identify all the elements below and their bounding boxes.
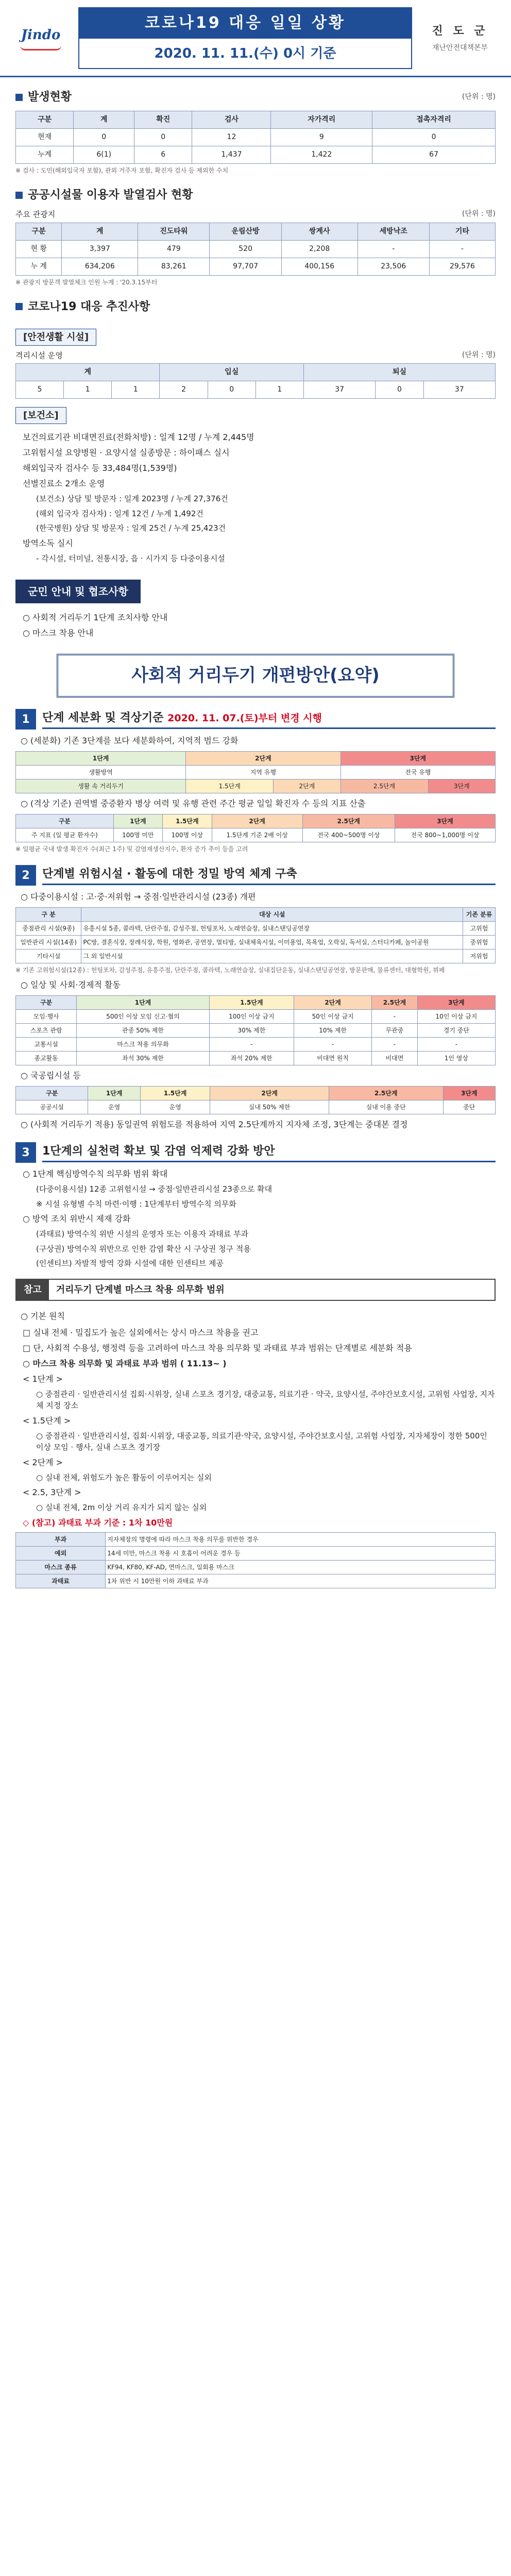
table-cell: 0 bbox=[376, 381, 423, 399]
reference-text: 거리두기 단계별 마스크 착용 의무화 범위 bbox=[56, 1284, 225, 1295]
step-1-date: 2020. 11. 07.(토)부터 변경 시행 bbox=[167, 713, 322, 724]
facility-header: 운림산방 bbox=[210, 223, 281, 240]
step-2-header bbox=[15, 865, 496, 886]
table-cell: 누 계 bbox=[16, 258, 62, 275]
list-item: (과태료) 방역수칙 위반 시설의 운영자 또는 이용자 과태료 부과 bbox=[36, 1229, 249, 1239]
facility-header: 세방낙조 bbox=[357, 223, 429, 240]
table-cell: 중위험 bbox=[463, 936, 496, 950]
list-item: < 2.5, 3단계 > bbox=[23, 1487, 81, 1497]
list-item: ○ 1단계 핵심방역수칙 의무화 범위 확대 bbox=[23, 1169, 168, 1179]
table-cell: 1,422 bbox=[271, 146, 372, 164]
fine-key: 과태료 bbox=[16, 1574, 106, 1588]
table-cell: 일반관리 시설(14종) bbox=[16, 936, 81, 950]
facility-table bbox=[15, 223, 496, 276]
table-cell: - bbox=[294, 1038, 372, 1052]
list-item: ○ 실내 전체, 2m 이상 거리 유지가 되지 않는 실외 bbox=[36, 1503, 207, 1512]
header bbox=[0, 0, 511, 77]
table-cell: 고위험 bbox=[463, 922, 496, 936]
table-row bbox=[16, 922, 496, 936]
care-sub: 격리시설 운영 bbox=[15, 350, 63, 360]
table-row bbox=[16, 146, 496, 164]
list-item: 방역소독 실시 bbox=[23, 538, 73, 548]
step-number: 3 bbox=[15, 1142, 36, 1163]
table-cell: 2,208 bbox=[281, 240, 357, 258]
list-item: □ 단, 사회적 수용성, 행정력 등을 고려하여 마스크 착용 의무화 및 과태료 부과 범위는 단계별로 세분화 적용 bbox=[23, 1343, 412, 1353]
status-table bbox=[15, 111, 496, 164]
criteria-note: ※ 일평균 국내 발생 확진자 수(최근 1주) 및 감염재생산지수, 환자 증가 추이 등을 고려 bbox=[15, 845, 248, 853]
table-cell: 100명 이상 bbox=[163, 828, 212, 842]
table-cell: 23,506 bbox=[357, 258, 429, 275]
facility-header: 구분 bbox=[16, 223, 62, 240]
status-header: 자가격리 bbox=[271, 111, 372, 129]
table-cell: 1 bbox=[112, 381, 160, 399]
main-content bbox=[0, 89, 511, 1588]
care-table bbox=[15, 363, 496, 399]
health-center-label: [보건소] bbox=[15, 407, 66, 424]
care-unit: (단위 : 명) bbox=[462, 350, 496, 359]
list-item: (인센티브) 자발적 방역 강화 시설에 대한 인센티브 제공 bbox=[36, 1259, 224, 1268]
table-row bbox=[16, 950, 496, 963]
table-cell: 공공시설 bbox=[16, 1100, 88, 1114]
table-cell: 100명 미만 bbox=[113, 828, 163, 842]
table-cell: 비대면 bbox=[372, 1052, 418, 1065]
response-list bbox=[15, 431, 496, 564]
fine-key: 마스크 종류 bbox=[16, 1560, 106, 1574]
status-unit: (단위 : 명) bbox=[462, 93, 496, 101]
status-section-title bbox=[15, 89, 496, 106]
table-row bbox=[16, 1024, 496, 1038]
list-item: (한국병원) 상담 및 방문자 : 일계 25건 / 누계 25,423건 bbox=[36, 523, 226, 533]
status-header: 계 bbox=[74, 111, 134, 129]
table-cell: 그 외 일반시설 bbox=[81, 950, 463, 963]
response-title: 코로나19 대응 추진사항 bbox=[28, 300, 150, 313]
table-row bbox=[16, 1546, 496, 1560]
list-item: - 각시설, 터미널, 전통시장, 읍 · 시가지 등 다중이용시설 bbox=[36, 553, 225, 563]
status-header: 접촉자격리 bbox=[372, 111, 496, 129]
table-cell: 생활방역 bbox=[16, 766, 186, 779]
square-bullet-icon bbox=[15, 192, 23, 199]
list-item: (구상권) 방역수칙 위반으로 인한 감염 확산 시 구상권 청구 적용 bbox=[36, 1244, 251, 1253]
care-subheader bbox=[15, 350, 496, 362]
org-name: 진 도 군 bbox=[432, 24, 488, 38]
activity-header: 2단계 bbox=[294, 996, 372, 1010]
list-item: ※ 시설 유형별 수칙 마련·이행 : 1단계부터 방역수칙 의무화 bbox=[36, 1199, 236, 1209]
activity-header: 2.5단계 bbox=[372, 996, 418, 1010]
table-cell: 생활 속 거리두기 bbox=[16, 779, 186, 793]
table-cell: 좌석 20% 제한 bbox=[209, 1052, 294, 1065]
step-number: 1 bbox=[15, 709, 36, 730]
square-bullet-icon bbox=[15, 94, 23, 101]
table-cell: 전국 유행 bbox=[340, 766, 495, 779]
table-row bbox=[16, 1574, 496, 1588]
care-header: 입실 bbox=[160, 364, 303, 381]
mask-rules-list bbox=[15, 1327, 496, 1529]
table-cell: 경기 중단 bbox=[417, 1024, 495, 1038]
table-cell: 비대면 원칙 bbox=[294, 1052, 372, 1065]
public-header: 2단계 bbox=[210, 1087, 329, 1100]
table-cell: 운영 bbox=[140, 1100, 210, 1114]
table-cell: 50인 이상 금지 bbox=[294, 1010, 372, 1024]
table-cell: 중단 bbox=[443, 1100, 495, 1114]
response-section-title bbox=[15, 298, 496, 315]
list-item: 보건의료기관 비대면진료(전화처방) : 일계 12명 / 누계 2,445명 bbox=[23, 432, 254, 442]
table-cell: 모임·행사 bbox=[16, 1010, 77, 1024]
table-cell: 30% 제한 bbox=[209, 1024, 294, 1038]
table-cell: 무관중 bbox=[372, 1024, 418, 1038]
social-distancing-title: 사회적 거리두기 개편방안(요약) bbox=[57, 654, 454, 698]
table-cell: 실내 50% 제한 bbox=[210, 1100, 329, 1114]
list-item: (보건소) 상담 및 방문자 : 일계 2023명 / 누계 27,376건 bbox=[36, 494, 228, 503]
table-cell: 400,156 bbox=[281, 258, 357, 275]
table-row bbox=[16, 381, 496, 399]
criteria-header: 2단계 bbox=[212, 815, 302, 828]
step-3-title: 1단계의 실천력 확보 및 감염 억제력 강화 방안 bbox=[42, 1143, 496, 1162]
step-1-para: ○ (격상 기준) 권역별 중증환자 병상 여력 및 유행 관련 주간 평균 일일 확진자 수 등의 지표 산출 bbox=[21, 799, 366, 808]
status-header: 확진 bbox=[134, 111, 192, 129]
citizen-guide-banner: 군민 안내 및 협조사항 bbox=[15, 580, 141, 603]
table-cell: 유흥시설 5종, 콜라텍, 단란주점, 감성주점, 헌팅포차, 노래연습장, 실내스탠딩공연장 bbox=[81, 922, 463, 936]
list-item: ◇ (참고) 과태료 부과 기준 : 1차 10만원 bbox=[23, 1517, 173, 1528]
criteria-header: 3단계 bbox=[395, 815, 495, 828]
table-row bbox=[16, 1560, 496, 1574]
facility-section-title bbox=[15, 187, 496, 204]
level-header: 2단계 bbox=[186, 752, 340, 766]
step-2-para: ○ 다중이용시설 : 고·중·저위험 → 중점·일반관리시설 (23종) 개편 bbox=[21, 892, 256, 902]
table-cell: 67 bbox=[372, 146, 496, 164]
table-cell: 83,261 bbox=[138, 258, 210, 275]
citizen-guide-list bbox=[15, 612, 496, 639]
table-cell: 2단계 bbox=[274, 779, 340, 793]
public-header: 1.5단계 bbox=[140, 1087, 210, 1100]
table-cell: 현재 bbox=[16, 129, 74, 146]
table-cell: - bbox=[429, 240, 495, 258]
step-3-header bbox=[15, 1142, 496, 1163]
table-row bbox=[16, 936, 496, 950]
facility-header: 기타 bbox=[429, 223, 495, 240]
table-row bbox=[16, 1532, 496, 1546]
report-date: 2020. 11. 11.(수) 0시 기준 bbox=[78, 39, 412, 69]
public-facility-para: ○ (사회적 거리두기 적용) 동일권역 위험도를 적용하여 지역 2.5단계까지 지자체 조정, 3단계는 중대본 결정 bbox=[21, 1120, 408, 1129]
table-row bbox=[16, 258, 496, 275]
table-cell: 2 bbox=[160, 381, 208, 399]
status-header: 검사 bbox=[192, 111, 271, 129]
table-cell: 479 bbox=[138, 240, 210, 258]
public-header: 3단계 bbox=[443, 1087, 495, 1100]
table-cell: 6 bbox=[134, 146, 192, 164]
public-facility-title: ○ 국공립시설 등 bbox=[21, 1071, 81, 1080]
table-cell: 누계 bbox=[16, 146, 74, 164]
facility-header: 진도타워 bbox=[138, 223, 210, 240]
table-cell: 1,437 bbox=[192, 146, 271, 164]
care-label: [안전생활 시설] bbox=[15, 329, 96, 346]
step-1-header bbox=[15, 709, 496, 730]
activity-header: 구분 bbox=[16, 996, 77, 1010]
table-cell: 관중 50% 제한 bbox=[77, 1024, 209, 1038]
level-header: 3단계 bbox=[340, 752, 495, 766]
list-item: ○ 마스크 착용 의무화 및 과태료 부과 범위 ( 11.13~ ) bbox=[23, 1358, 227, 1368]
table-cell: KF94, KF80, KF-AD, 면마스크, 일회용 마스크 bbox=[106, 1560, 496, 1574]
table-cell: 지자체장의 명령에 따라 마스크 착용 의무를 위반한 경우 bbox=[106, 1532, 496, 1546]
table-cell: 저위험 bbox=[463, 950, 496, 963]
facility-header: 쌍계사 bbox=[281, 223, 357, 240]
criteria-table bbox=[15, 814, 496, 842]
table-cell: 0 bbox=[134, 129, 192, 146]
table-cell: 9 bbox=[271, 129, 372, 146]
table-cell: 주 지표 (일 평균 환자수) bbox=[16, 828, 114, 842]
activity-header: 1.5단계 bbox=[209, 996, 294, 1010]
table-cell: 전국 400~500명 이상 bbox=[302, 828, 395, 842]
table-cell: 12 bbox=[192, 129, 271, 146]
criteria-header: 구분 bbox=[16, 815, 114, 828]
table-row bbox=[16, 240, 496, 258]
daily-activity-table bbox=[15, 995, 496, 1065]
class-header: 기존 분류 bbox=[463, 908, 496, 922]
activity-header: 3단계 bbox=[417, 996, 495, 1010]
step-1-title: 단계 세분화 및 격상기준 bbox=[42, 711, 164, 724]
table-cell: 마스크 착용 의무화 bbox=[77, 1038, 209, 1052]
list-item: ○ 중점관리 · 일반관리시설 집회·시위장, 실내 스포츠 경기장, 대중교통, 의료기관 · 약국, 요양시설, 주야간보호시설, 고위험 사업장, 지자체 지정 장소 bbox=[36, 1389, 495, 1410]
table-cell: 97,707 bbox=[210, 258, 281, 275]
table-row bbox=[16, 1100, 496, 1114]
logo-text: Jindo bbox=[21, 27, 61, 43]
table-cell: 520 bbox=[210, 240, 281, 258]
table-cell: 29,576 bbox=[429, 258, 495, 275]
table-cell: 1인 영상 bbox=[417, 1052, 495, 1065]
facility-note: ※ 관광지 방문객 발열체크 인원 누계 : '20.3.15부터 bbox=[15, 278, 158, 286]
table-cell: 종교활동 bbox=[16, 1052, 77, 1065]
facility-sub: 주요 관광지 bbox=[15, 210, 56, 219]
table-cell: 1 bbox=[64, 381, 112, 399]
table-cell: - bbox=[357, 240, 429, 258]
jindo-logo bbox=[12, 20, 69, 56]
list-item: < 2단계 > bbox=[23, 1457, 63, 1467]
table-cell: 기타시설 bbox=[16, 950, 81, 963]
fine-key: 부과 bbox=[16, 1532, 106, 1546]
facility-class-note: ※ 기존 고위험시설(12종) : 헌팅포차, 감성주점, 유흥주점, 단란주점, 콜라텍, 노래연습장, 실내집단운동, 실내스탠딩공연장, 방문판매, 물류센터, 대형학원, 뷔페 bbox=[15, 967, 445, 974]
status-note: ※ 검사 : 도민(해외입국자 포함), 관외 거주자 포함, 확진자 검사 등 제외한 수치 bbox=[15, 167, 229, 174]
square-bullet-icon bbox=[15, 303, 23, 310]
list-item: ○ 사회적 거리두기 1단계 조치사항 안내 bbox=[23, 613, 168, 622]
fine-key: 예외 bbox=[16, 1546, 106, 1560]
facility-subheader bbox=[15, 209, 496, 221]
facility-class-table bbox=[15, 907, 496, 963]
list-item: 선별진료소 2개소 운영 bbox=[23, 479, 105, 488]
table-cell: 좌석 30% 제한 bbox=[77, 1052, 209, 1065]
list-item: □ 실내 전체 · 밀집도가 높은 실외에서는 상시 마스크 착용을 권고 bbox=[23, 1327, 259, 1337]
fine-table bbox=[15, 1532, 496, 1588]
step-3-list bbox=[15, 1168, 496, 1269]
table-cell: 1 bbox=[256, 381, 303, 399]
table-cell: 현 황 bbox=[16, 240, 62, 258]
list-item: 고위험시설 요양병원 · 요양시설 실종방문 : 하이패스 실시 bbox=[23, 448, 230, 457]
table-cell: 6(1) bbox=[74, 146, 134, 164]
list-item: ○ 중점관리 · 일반관리시설, 집회·시위장, 대중교통, 의료기관·약국, 요양시설, 주야간보호시설, 고위험 사업장, 지자체장이 정한 500인 이상 모임 · 행사, 실내 스포츠 경기장 bbox=[36, 1431, 487, 1452]
reference-box bbox=[15, 1279, 496, 1301]
table-row bbox=[16, 129, 496, 146]
table-cell: 전국 800~1,000명 이상 bbox=[395, 828, 495, 842]
public-header: 2.5단계 bbox=[329, 1087, 443, 1100]
list-item: ○ 방역 조치 위반시 제재 강화 bbox=[23, 1214, 131, 1224]
list-item: (다중이용시설) 12종 고위험시설 → 중점·일반관리시설 23종으로 확대 bbox=[36, 1184, 272, 1194]
table-cell: 중점관리 시설(9종) bbox=[16, 922, 81, 936]
table-row bbox=[16, 1010, 496, 1024]
activity-header: 1단계 bbox=[77, 996, 209, 1010]
title-box bbox=[78, 7, 412, 69]
table-cell: PC방, 결혼식장, 장례식장, 학원, 영화관, 공연장, 멀티방, 실내체육시설, 이미용업, 목욕업, 오락실, 독서실, 스터디카페, 놀이공원 bbox=[81, 936, 463, 950]
table-cell: 10인 이상 금지 bbox=[417, 1010, 495, 1024]
facility-unit: (단위 : 명) bbox=[462, 210, 496, 218]
public-facility-table bbox=[15, 1086, 496, 1114]
public-header: 구분 bbox=[16, 1087, 88, 1100]
list-item: (해외 입국자 검사자) : 일계 12건 / 누계 1,492건 bbox=[36, 509, 203, 518]
logo-wave-icon bbox=[20, 45, 61, 50]
list-item: < 1.5단계 > bbox=[23, 1415, 71, 1426]
class-header: 구 분 bbox=[16, 908, 81, 922]
table-cell: 지역 유행 bbox=[186, 766, 340, 779]
level-header: 1단계 bbox=[16, 752, 186, 766]
table-cell: 0 bbox=[74, 129, 134, 146]
table-cell: 1.5단계 기준 2배 이상 bbox=[212, 828, 302, 842]
table-cell: 0 bbox=[372, 129, 496, 146]
table-cell: 3단계 bbox=[428, 779, 495, 793]
mask-rules-title: ○ 기본 원칙 bbox=[21, 1311, 65, 1321]
table-cell: - bbox=[372, 1010, 418, 1024]
criteria-header: 1.5단계 bbox=[163, 815, 212, 828]
step-1-para: ○ (세분화) 기존 3단계를 보다 세분화하여, 지역적 범드 강화 bbox=[21, 736, 239, 745]
list-item: 해외입국자 검사수 등 33,484명(1,539명) bbox=[23, 463, 177, 473]
table-cell: - bbox=[417, 1038, 495, 1052]
care-header: 퇴실 bbox=[303, 364, 495, 381]
table-cell: 14세 미만, 마스크 착용 시 호흡이 어려운 경우 등 bbox=[106, 1546, 496, 1560]
table-cell: 3,397 bbox=[62, 240, 138, 258]
list-item: < 1단계 > bbox=[23, 1374, 63, 1384]
daily-activity-title: ○ 일상 및 사회·경제적 활동 bbox=[21, 980, 121, 990]
status-header: 구분 bbox=[16, 111, 74, 129]
table-cell: 5 bbox=[16, 381, 64, 399]
facility-title: 공공시설물 이용자 발열검사 현황 bbox=[28, 189, 193, 201]
facility-header: 계 bbox=[62, 223, 138, 240]
table-cell: 100인 이상 금지 bbox=[209, 1010, 294, 1024]
table-cell: 37 bbox=[303, 381, 375, 399]
care-header: 계 bbox=[16, 364, 160, 381]
class-header: 대상 시설 bbox=[81, 908, 463, 922]
step-title bbox=[42, 709, 496, 729]
table-cell: - bbox=[372, 1038, 418, 1052]
status-title: 발생현황 bbox=[28, 91, 72, 104]
criteria-header: 2.5단계 bbox=[302, 815, 395, 828]
reference-label: 참고 bbox=[16, 1280, 49, 1300]
table-cell: 2.5단계 bbox=[340, 779, 428, 793]
table-cell: 500인 이상 모임 신고·협의 bbox=[77, 1010, 209, 1024]
table-cell: - bbox=[209, 1038, 294, 1052]
list-item: ○ 마스크 착용 안내 bbox=[23, 628, 94, 638]
table-cell: 스포츠 관람 bbox=[16, 1024, 77, 1038]
table-cell: 1차 위반 시 10만원 이하 과태료 부과 bbox=[106, 1574, 496, 1588]
list-item: ○ 실내 전체, 위험도가 높은 활동이 이루어지는 실외 bbox=[36, 1472, 212, 1482]
table-cell: 634,206 bbox=[62, 258, 138, 275]
page-title: 코로나19 대응 일일 상황 bbox=[78, 7, 412, 39]
table-cell: 10% 제한 bbox=[294, 1024, 372, 1038]
table-cell: 실내 이용 중단 bbox=[329, 1100, 443, 1114]
criteria-header: 1단계 bbox=[113, 815, 163, 828]
org-block bbox=[421, 23, 499, 54]
table-cell: 운영 bbox=[88, 1100, 140, 1114]
table-row bbox=[16, 1052, 496, 1065]
table-cell: 37 bbox=[423, 381, 495, 399]
table-cell: 0 bbox=[208, 381, 256, 399]
table-row bbox=[16, 1038, 496, 1052]
step-number: 2 bbox=[15, 865, 36, 886]
public-header: 1단계 bbox=[88, 1087, 140, 1100]
table-cell: 교통시설 bbox=[16, 1038, 77, 1052]
step-2-title: 단계별 위험시설 · 활동에 대한 정밀 방역 체계 구축 bbox=[42, 866, 496, 885]
table-cell: 1.5단계 bbox=[186, 779, 274, 793]
table-row bbox=[16, 828, 496, 842]
level-table bbox=[15, 751, 496, 793]
org-dept: 재난안전대책본부 bbox=[432, 43, 488, 52]
